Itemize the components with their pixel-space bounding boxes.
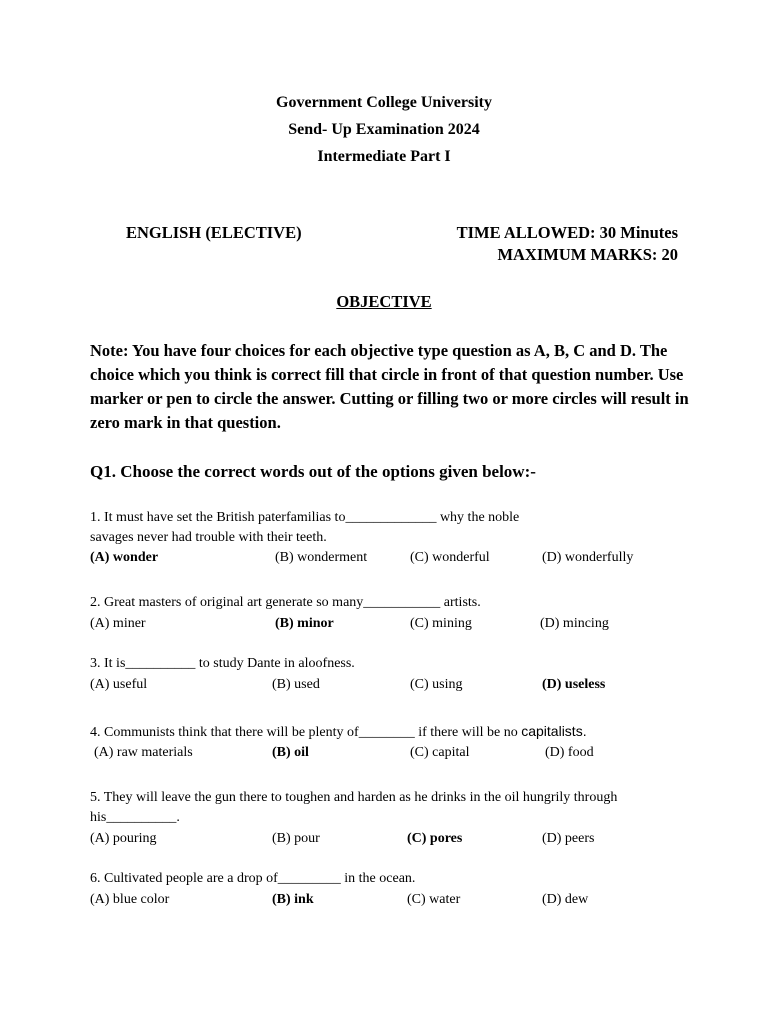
question-4-text-main: 4. Communists think that there will be plenty of________ if there will be no <box>90 725 518 740</box>
question-5-text: 5. They will leave the gun there to toughen and harden as he drinks in the oil hungrily through <box>90 790 618 805</box>
question-5-option-d: (D) peers <box>542 831 595 846</box>
question-4-text <box>90 723 587 741</box>
question-6-text: 6. Cultivated people are a drop of_________ in the ocean. <box>90 871 416 886</box>
question-6-option-a: (A) blue color <box>90 892 170 907</box>
question-2-text: 2. Great masters of original art generate so many___________ artists. <box>90 595 481 610</box>
exam-title: Send- Up Examination 2024 <box>288 121 480 138</box>
question-3-option-d: (D) useless <box>542 677 606 692</box>
time-allowed: TIME ALLOWED: 30 Minutes <box>456 223 678 242</box>
question-3-option-b: (B) used <box>272 677 320 692</box>
subject-label: ENGLISH (ELECTIVE) <box>126 223 302 242</box>
question-4-option-c: (C) capital <box>410 745 470 760</box>
question-4-option-a: (A) raw materials <box>94 745 193 760</box>
question-5-text-cont: his__________. <box>90 810 180 825</box>
question-1-option-d: (D) wonderfully <box>542 550 634 565</box>
question-5-option-c: (C) pores <box>407 831 463 846</box>
question-4-option-b: (B) oil <box>272 745 309 760</box>
question-2-option-b: (B) minor <box>275 616 334 631</box>
question-2-option-a: (A) miner <box>90 616 146 631</box>
question-1-option-b: (B) wonderment <box>275 550 368 565</box>
question-5-option-a: (A) pouring <box>90 831 157 846</box>
question-1-option-c: (C) wonderful <box>410 550 490 565</box>
question-4-text-tail: capitalists. <box>521 723 587 739</box>
section-title: OBJECTIVE <box>336 292 432 311</box>
question-3-option-c: (C) using <box>410 677 463 692</box>
question-3-text: 3. It is__________ to study Dante in aloofness. <box>90 656 355 671</box>
question-6-option-b: (B) ink <box>272 892 314 907</box>
university-name: Government College University <box>276 94 492 111</box>
question-6-option-d: (D) dew <box>542 892 589 907</box>
question-1-option-a: (A) wonder <box>90 550 159 565</box>
question-2-option-d: (D) mincing <box>540 616 609 631</box>
question-3-option-a: (A) useful <box>90 677 148 692</box>
question-1-text: 1. It must have set the British paterfamilias to_____________ why the noble <box>90 510 520 525</box>
question-2-option-c: (C) mining <box>410 616 472 631</box>
maximum-marks: MAXIMUM MARKS: 20 <box>497 245 678 264</box>
exam-level: Intermediate Part I <box>317 148 451 165</box>
question-6-option-c: (C) water <box>407 892 461 907</box>
question-1-text-cont: savages never had trouble with their teeth. <box>90 530 327 545</box>
question-5-option-b: (B) pour <box>272 831 320 846</box>
instructions-note: Note: You have four choices for each objective type question as A, B, C and D. The choice which you think is correct fill that circle in front of that question number. Use marker or pen to circle the answer. Cutting or filling two or more circles will result in zero mark in that question. <box>90 341 689 432</box>
question-4-option-d: (D) food <box>545 745 594 760</box>
q1-heading: Q1. Choose the correct words out of the options given below:- <box>90 462 536 481</box>
